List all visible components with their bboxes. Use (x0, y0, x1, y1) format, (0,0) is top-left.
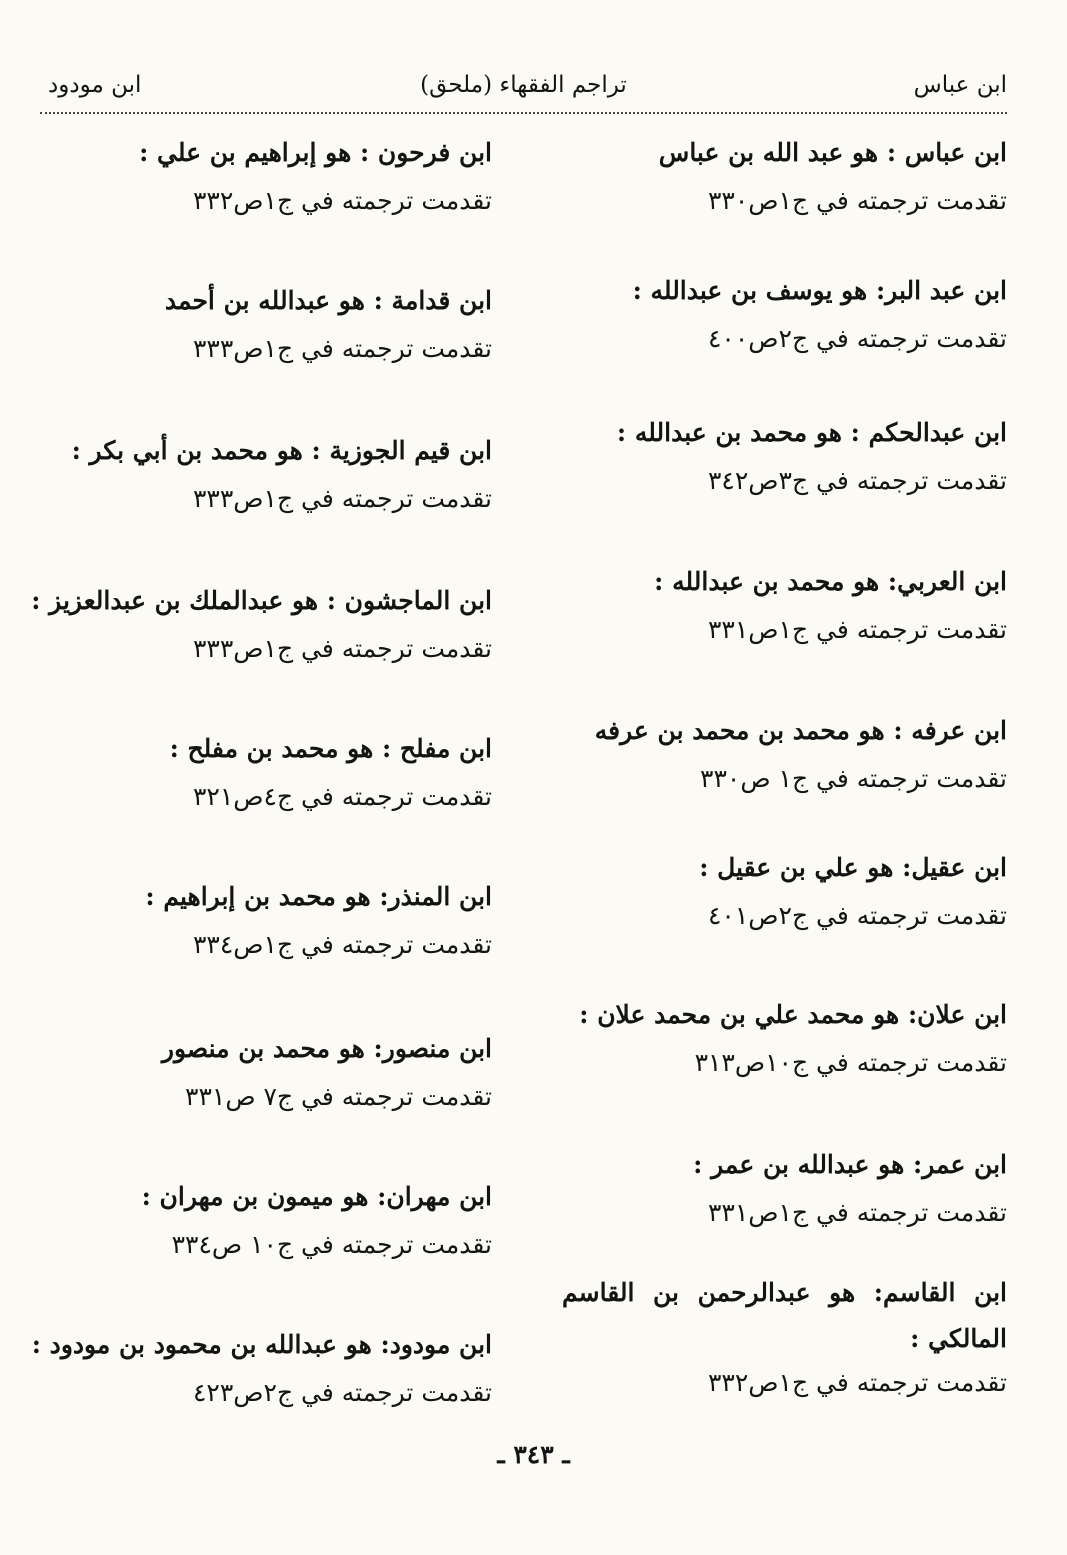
entry-name: ابن المنذر: هو محمد بن إبراهيم : (145, 882, 492, 911)
entry-name: ابن عباس : هو عبد الله بن عباس (658, 138, 1007, 167)
entry-name: ابن عبد البر: هو يوسف بن عبدالله : (632, 276, 1007, 305)
entry-right-3 (527, 416, 1007, 498)
entry-name: ابن قدامة : هو عبدالله بن أحمد (164, 286, 492, 315)
entry-left-8 (12, 1180, 492, 1262)
entry-reference: تقدمت ترجمته في ج١ص٣٣٢ (192, 186, 492, 215)
entry-reference: تقدمت ترجمته في ج١ص٣٣١ (707, 1198, 1007, 1227)
header-title: (ملحق) تراجم الفقهاء (420, 72, 627, 98)
entry-name: ابن علان: هو محمد علي بن محمد علان : (579, 1000, 1007, 1029)
entry-reference: تقدمت ترجمته في ج٤ص٣٢١ (192, 782, 492, 811)
header-right-keyword: ابن عباس (913, 72, 1007, 98)
entry-name: ابن عمر: هو عبدالله بن عمر : (693, 1150, 1007, 1179)
entry-reference: تقدمت ترجمته في ج٧ ص٣٣١ (185, 1082, 492, 1111)
entry-left-4 (12, 584, 492, 666)
entry-name: ابن عبدالحكم : هو محمد بن عبدالله : (616, 418, 1007, 447)
entry-reference: تقدمت ترجمته في ج١ص٣٣٣ (192, 484, 492, 513)
entry-reference: تقدمت ترجمته في ج١ص٣٣٣ (192, 634, 492, 663)
entry-name: ابن قيم الجوزية : هو محمد بن أبي بكر : (71, 436, 492, 465)
entry-name: ابن الماجشون : هو عبدالملك بن عبدالعزيز : (31, 586, 492, 615)
header-dotted-rule (40, 112, 1007, 114)
entry-reference: تقدمت ترجمته في ج١ص٣٣٠ (707, 186, 1007, 215)
entry-name: ابن منصور: هو محمد بن منصور (161, 1034, 492, 1063)
entry-right-6 (527, 851, 1007, 933)
entry-right-9 (562, 1270, 1007, 1400)
entry-name: ابن القاسم: هو عبدالرحمن بن القاسم المالكي : (562, 1278, 1007, 1353)
entry-name: ابن مودود: هو عبدالله بن محمود بن مودود : (31, 1330, 492, 1359)
entry-right-7 (527, 998, 1007, 1080)
entry-reference: تقدمت ترجمته في ج١٠ ص٣٣٤ (171, 1230, 492, 1259)
entry-left-7 (12, 1032, 492, 1114)
entry-right-2 (527, 274, 1007, 356)
entry-name: ابن عرفه : هو محمد بن محمد بن عرفه (594, 716, 1007, 745)
entry-reference: تقدمت ترجمته في ج٢ص٤٢٣ (192, 1378, 492, 1407)
entry-reference: تقدمت ترجمته في ج١ص٣٣٤ (192, 930, 492, 959)
entry-right-1 (527, 136, 1007, 218)
entry-reference: تقدمت ترجمته في ج١٠ص٣١٣ (694, 1048, 1007, 1077)
entry-left-5 (12, 732, 492, 814)
entry-reference: تقدمت ترجمته في ج١ص٣٣٣ (192, 334, 492, 363)
entry-reference: تقدمت ترجمته في ج٣ص٣٤٢ (707, 466, 1007, 495)
running-header (40, 68, 1007, 108)
entry-reference: تقدمت ترجمته في ج٢ص٤٠١ (707, 901, 1007, 930)
entry-right-5 (527, 714, 1007, 796)
entry-name: ابن فرحون : هو إبراهيم بن علي : (139, 138, 492, 167)
header-left-keyword: ابن مودود (48, 72, 142, 98)
entry-left-3 (12, 434, 492, 516)
entry-left-2 (12, 284, 492, 366)
page-number: ـ ٣٤٣ ـ (497, 1440, 570, 1469)
entry-reference: تقدمت ترجمته في ج١ص٣٣٢ (707, 1368, 1007, 1397)
entry-reference: تقدمت ترجمته في ج١ ص٣٣٠ (700, 764, 1007, 793)
entry-name: ابن مهران: هو ميمون بن مهران : (141, 1182, 492, 1211)
entry-left-1 (12, 136, 492, 218)
entry-right-4 (527, 565, 1007, 647)
entry-name: ابن العربي: هو محمد بن عبدالله : (654, 567, 1007, 596)
entry-left-9 (12, 1328, 492, 1410)
entry-right-8 (527, 1148, 1007, 1230)
entry-reference: تقدمت ترجمته في ج٢ص٤٠٠ (707, 324, 1007, 353)
entry-name: ابن عقيل: هو علي بن عقيل : (699, 853, 1007, 882)
entry-left-6 (12, 880, 492, 962)
entry-reference: تقدمت ترجمته في ج١ص٣٣١ (707, 615, 1007, 644)
entry-name: ابن مفلح : هو محمد بن مفلح : (169, 734, 492, 763)
